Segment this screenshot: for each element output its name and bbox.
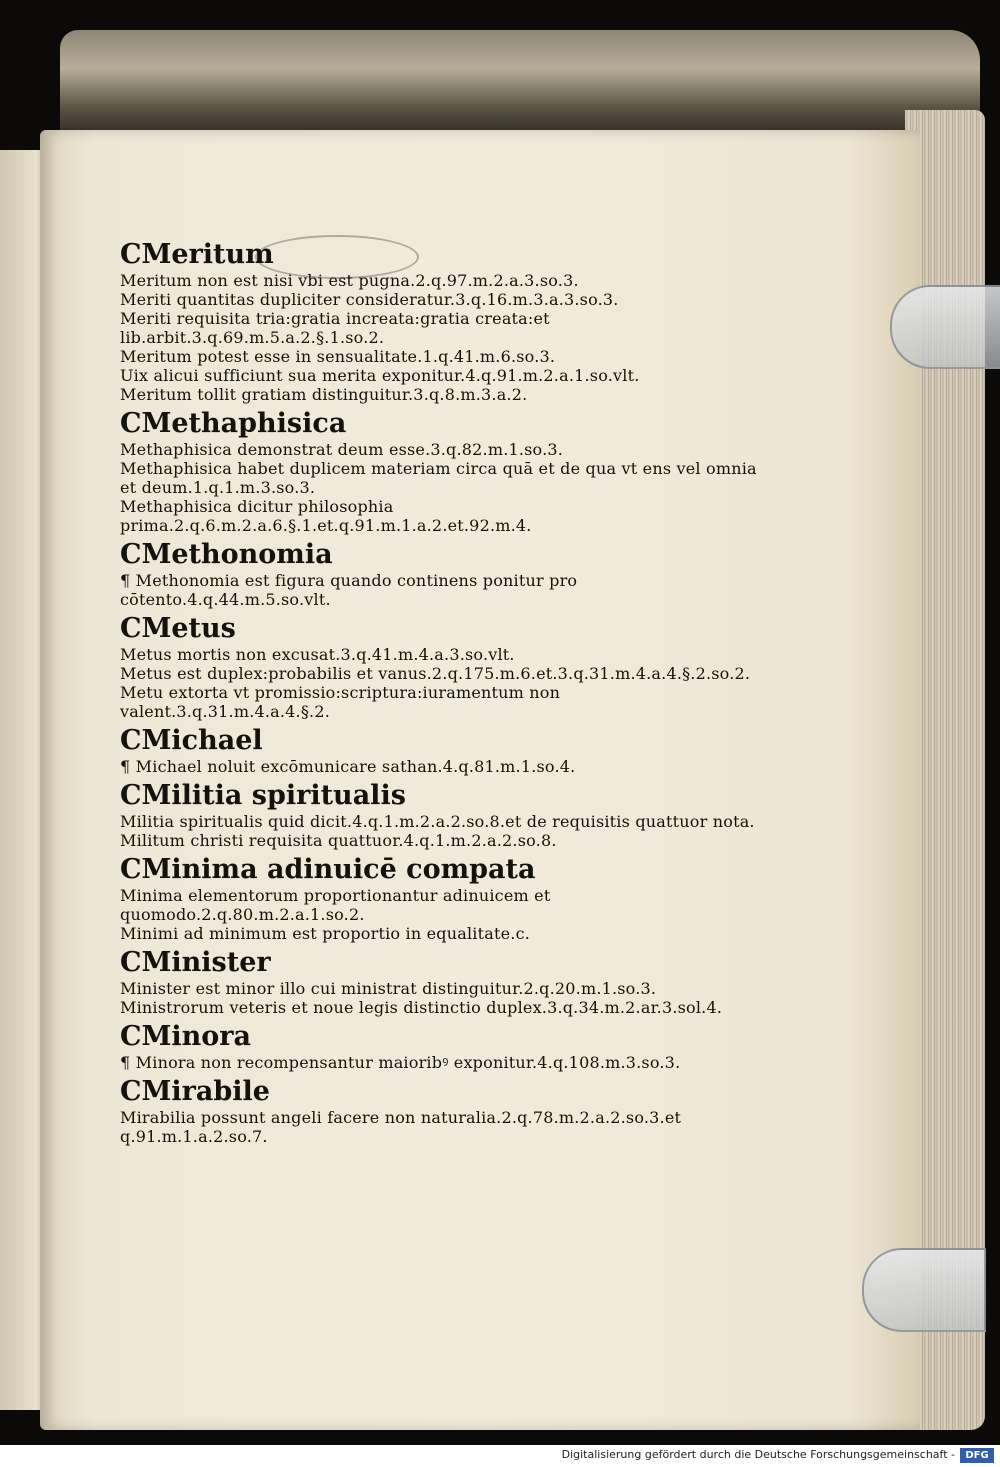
section-heading: CMilitia spiritualis bbox=[120, 780, 406, 811]
section-michael bbox=[120, 725, 760, 776]
section-heading: CMirabile bbox=[120, 1076, 270, 1107]
entry-line: Methaphisica habet duplicem materiam circa quā et de qua vt ens vel omnia et deum.1.q.1.m.3.so.3. bbox=[120, 459, 757, 497]
index-text bbox=[120, 235, 760, 1146]
section-heading: CMethonomia bbox=[120, 539, 333, 570]
page-clip-top bbox=[890, 285, 1000, 369]
section-heading: CMeritum bbox=[120, 239, 274, 270]
entry-line: Meriti quantitas dupliciter consideratur.3.q.16.m.3.a.3.so.3. bbox=[120, 290, 619, 309]
section-heading: CMethaphisica bbox=[120, 408, 347, 439]
section-methaphisica bbox=[120, 408, 760, 535]
section-heading: CMetus bbox=[120, 613, 236, 644]
page-clip-bottom bbox=[862, 1248, 986, 1332]
entry-line: Meritum tollit gratiam distinguitur.3.q.8.m.3.a.2. bbox=[120, 385, 528, 404]
section-mirabile bbox=[120, 1076, 760, 1146]
section-minister bbox=[120, 947, 760, 1017]
entry-line: Minimi ad minimum est proportio in equalitate.c. bbox=[120, 924, 531, 943]
section-heading: CMinora bbox=[120, 1021, 251, 1052]
entry-line: Ministrorum veteris et noue legis distinctio duplex.3.q.34.m.2.ar.3.sol.4. bbox=[120, 998, 723, 1017]
entry-line: Methaphisica demonstrat deum esse.3.q.82.m.1.so.3. bbox=[120, 440, 564, 459]
entry-line: Metus mortis non excusat.3.q.41.m.4.a.3.so.vlt. bbox=[120, 645, 515, 664]
section-methonomia bbox=[120, 539, 760, 609]
entry-line: Uix alicui sufficiunt sua merita exponitur.4.q.91.m.2.a.1.so.vlt. bbox=[120, 366, 640, 385]
entry-line: Mirabilia possunt angeli facere non naturalia.2.q.78.m.2.a.2.so.3.et q.91.m.1.a.2.so.7. bbox=[120, 1108, 682, 1146]
entry-line: ¶ Minora non recompensantur maioribꝰ exponitur.4.q.108.m.3.so.3. bbox=[120, 1053, 681, 1072]
section-heading: CMichael bbox=[120, 725, 263, 756]
entry-line: Militia spiritualis quid dicit.4.q.1.m.2.a.2.so.8.et de requisitis quattuor nota. bbox=[120, 812, 755, 831]
dfg-logo: DFG bbox=[960, 1448, 994, 1463]
entry-line: ¶ Methonomia est figura quando continens ponitur pro cōtento.4.q.44.m.5.so.vlt. bbox=[120, 571, 578, 609]
entry-line: Minima elementorum proportionantur adinuicem et quomodo.2.q.80.m.2.a.1.so.2. bbox=[120, 886, 551, 924]
section-heading: CMinister bbox=[120, 947, 271, 978]
footer-bar bbox=[0, 1445, 1000, 1467]
section-heading: CMinima adinuicē compata bbox=[120, 854, 536, 885]
section-metus bbox=[120, 613, 760, 721]
entry-line: Meritum potest esse in sensualitate.1.q.41.m.6.so.3. bbox=[120, 347, 556, 366]
funding-notice: Digitalisierung gefördert durch die Deutsche Forschungsgemeinschaft - bbox=[561, 1448, 955, 1461]
entry-line: ¶ Michael noluit excōmunicare sathan.4.q.81.m.1.so.4. bbox=[120, 757, 576, 776]
section-meritum bbox=[120, 239, 760, 404]
book-top-edge bbox=[60, 30, 980, 140]
section-minima bbox=[120, 854, 760, 943]
entry-line: Meriti requisita tria:gratia increata:gratia creata:et lib.arbit.3.q.69.m.5.a.2.§.1.so.2. bbox=[120, 309, 550, 347]
entry-line: Metu extorta vt promissio:scriptura:iuramentum non valent.3.q.31.m.4.a.4.§.2. bbox=[120, 683, 561, 721]
section-minora bbox=[120, 1021, 760, 1072]
entry-line: Militum christi requisita quattuor.4.q.1.m.2.a.2.so.8. bbox=[120, 831, 557, 850]
entry-line: Metus est duplex:probabilis et vanus.2.q.175.m.6.et.3.q.31.m.4.a.4.§.2.so.2. bbox=[120, 664, 751, 683]
entry-line: Minister est minor illo cui ministrat distinguitur.2.q.20.m.1.so.3. bbox=[120, 979, 657, 998]
entry-line: Methaphisica dicitur philosophia prima.2.q.6.m.2.a.6.§.1.et.q.91.m.1.a.2.et.92.m.4. bbox=[120, 497, 532, 535]
section-militia bbox=[120, 780, 760, 850]
entry-line: Meritum non est nisi vbi est pugna.2.q.97.m.2.a.3.so.3. bbox=[120, 271, 579, 290]
